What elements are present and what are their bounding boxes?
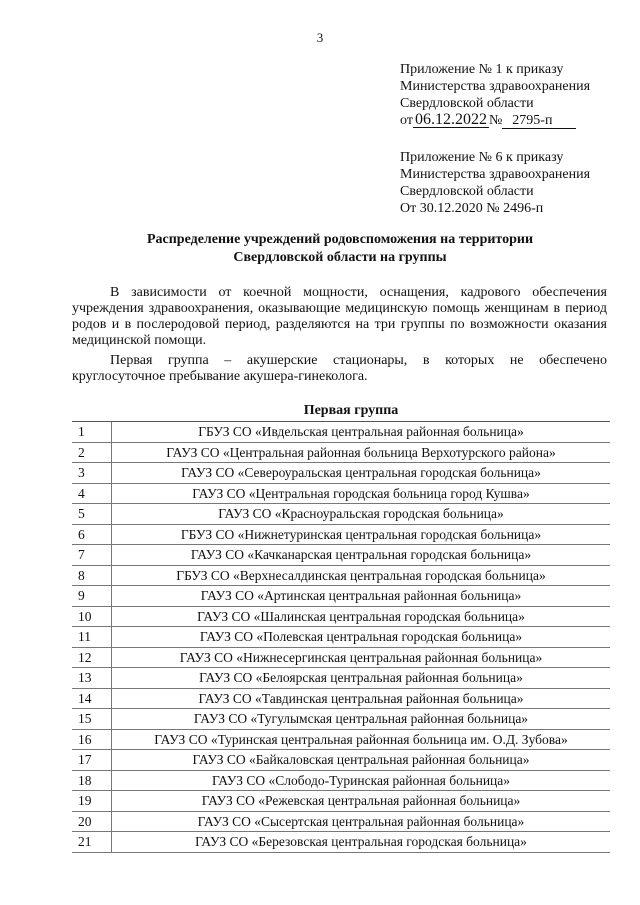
row-institution: ГАУЗ СО «Тугулымская центральная районная больница»	[193, 711, 529, 726]
row-number: 1	[72, 422, 112, 442]
table-row	[72, 463, 610, 484]
row-institution: ГАУЗ СО «Березовская центральная городская больница»	[195, 834, 527, 849]
row-number: 18	[72, 771, 112, 791]
appendix-1-line-1: Приложение № 1 к приказу	[400, 62, 564, 77]
order-date: 06.12.2022	[414, 111, 487, 128]
row-institution: ГАУЗ СО «Режевская центральная районная больница»	[201, 793, 521, 808]
row-institution: ГАУЗ СО «Центральная районная больница Верхотурского района»	[166, 444, 556, 460]
appendix-2-line-1: Приложение № 6 к приказу	[400, 150, 564, 165]
row-number: 3	[72, 463, 112, 483]
row-number: 6	[72, 525, 112, 545]
table-header: Первая группа	[72, 401, 610, 422]
row-institution: ГАУЗ СО «Красноуральская городская больница»	[218, 506, 504, 521]
appendix-1-line-2: Министерства здравоохранения	[400, 79, 591, 94]
first-group-table	[72, 401, 610, 853]
row-number: 10	[72, 607, 112, 627]
order-number: 2795-п	[502, 113, 576, 129]
appendix-2-header	[400, 149, 630, 217]
table-row	[72, 607, 610, 628]
table-row	[72, 586, 610, 607]
row-number: 12	[72, 648, 112, 668]
row-institution: ГАУЗ СО «Североуральская центральная городская больница»	[181, 465, 541, 480]
row-institution: ГАУЗ СО «Шалинская центральная городская больница»	[197, 608, 525, 624]
table-row	[72, 648, 610, 669]
row-number: 19	[72, 791, 112, 811]
appendix-1-line-3: Свердловской области	[400, 96, 534, 111]
page-number: 3	[316, 30, 324, 45]
table-row	[72, 443, 610, 464]
title-line-2: Свердловской области на группы	[233, 250, 447, 265]
table-row	[72, 525, 610, 546]
row-number: 17	[72, 750, 112, 770]
row-number: 2	[72, 443, 112, 463]
appendix-2-line-4: От 30.12.2020 № 2496-п	[400, 201, 544, 216]
table-row	[72, 422, 610, 443]
title-line-1: Распределение учреждений родовспоможения на территории	[146, 232, 534, 247]
row-number: 8	[72, 566, 112, 586]
row-number: 16	[72, 730, 112, 750]
row-institution: ГАУЗ СО «Артинская центральная районная больница»	[200, 588, 522, 603]
row-number: 14	[72, 689, 112, 709]
order-number-sign: №	[488, 113, 503, 128]
table-row	[72, 504, 610, 525]
row-institution: ГАУЗ СО «Качканарская центральная городская больница»	[190, 547, 532, 562]
row-institution: ГАУЗ СО «Сысертская центральная районная больница»	[197, 813, 525, 829]
row-number: 15	[72, 709, 112, 729]
paragraph-intro: В зависимости от коечной мощности, оснащения, кадрового обеспечения учреждения здравоохранения, оказывающие медицинскую помощь женщинам в период родов и в послеродовой период, разделяются на три группы по возможности оказания медицинской помощи.	[72, 285, 607, 348]
table-row	[72, 771, 610, 792]
row-institution: ГАУЗ СО «Полевская центральная городская больница»	[199, 629, 523, 644]
row-institution: ГАУЗ СО «Белоярская центральная районная больница»	[199, 670, 523, 685]
table-row	[72, 545, 610, 566]
row-institution: ГАУЗ СО «Байкаловская центральная районная больница»	[192, 752, 530, 767]
row-institution: ГАУЗ СО «Туринская центральная районная больница им. О.Д. Зубова»	[154, 731, 568, 747]
table-row	[72, 812, 610, 833]
table-row	[72, 566, 610, 587]
row-institution: ГБУЗ СО «Ивдельская центральная районная больница»	[198, 424, 524, 439]
row-number: 9	[72, 586, 112, 606]
row-number: 13	[72, 668, 112, 688]
row-institution: ГБУЗ СО «Верхнесалдинская центральная городская больница»	[176, 567, 546, 583]
row-number: 21	[72, 832, 112, 852]
row-number: 4	[72, 484, 112, 504]
row-number: 11	[72, 627, 112, 647]
paragraph-first-group: Первая группа – акушерские стационары, в которых не обеспечено круглосуточное пребывание акушера-гинеколога.	[72, 353, 607, 384]
row-institution: ГАУЗ СО «Нижнесергинская центральная районная больница»	[179, 649, 543, 665]
appendix-1-header	[400, 61, 630, 129]
appendix-2-line-3: Свердловской области	[400, 184, 534, 199]
table-row	[72, 668, 610, 689]
order-reference	[400, 112, 630, 129]
appendix-2-line-2: Министерства здравоохранения	[400, 167, 591, 182]
row-institution: ГАУЗ СО «Центральная городская больница город Кушва»	[192, 485, 530, 501]
table-row	[72, 832, 610, 853]
row-institution: ГАУЗ СО «Тавдинская центральная районная больница»	[198, 690, 524, 706]
table-row	[72, 791, 610, 812]
table-row	[72, 689, 610, 710]
table-row	[72, 709, 610, 730]
table-row	[72, 484, 610, 505]
row-number: 5	[72, 504, 112, 524]
row-number: 20	[72, 812, 112, 832]
order-prefix: от	[400, 113, 413, 128]
row-number: 7	[72, 545, 112, 565]
table-row	[72, 627, 610, 648]
table-row	[72, 750, 610, 771]
table-row	[72, 730, 610, 751]
row-institution: ГБУЗ СО «Нижнетуринская центральная городская больница»	[180, 526, 542, 542]
row-institution: ГАУЗ СО «Слободо-Туринская районная больница»	[211, 772, 511, 788]
document-title	[60, 231, 620, 267]
